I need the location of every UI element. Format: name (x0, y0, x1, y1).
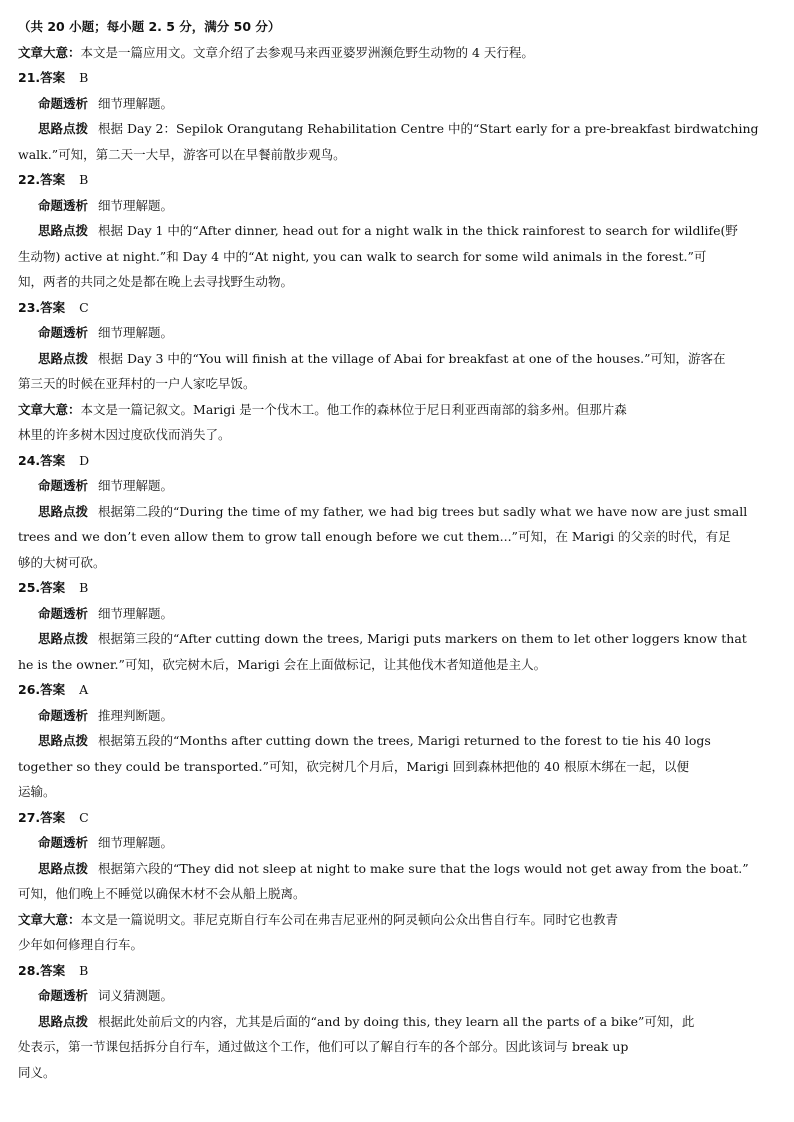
summary-text: 本文是一篇说明文。菲尼克斯自行车公司在弗吉尼亚州的阿灵顿向公众出售自行车。同时它也教青 (80, 911, 619, 927)
summary-label: 文章大意： (18, 44, 81, 60)
passage-summary-line (18, 422, 754, 448)
answer-row (18, 958, 754, 984)
question-number: 24. (18, 452, 41, 468)
hint-text: 根据第二段的“During the time of my father, we had big trees but sadly what we have now are just small (98, 503, 748, 519)
hint-line (18, 142, 754, 168)
hint-text: 可知，他们晚上不睡觉以确保木材不会从船上脱离。 (18, 886, 306, 901)
hint-text: 根据第三段的“After cutting down the trees, Marigi puts markers on them to let other loggers know that (98, 631, 747, 646)
question-number: 23. (18, 299, 41, 315)
hint-text: 够的大树可砍。 (18, 554, 106, 570)
hint-label: 思路点拨 (38, 1013, 89, 1029)
hint-text: 根据 Day 3 中的“You will finish at the village of Abai for breakfast at one of the houses.”可知，游客在 (98, 350, 726, 366)
analysis-label: 命题透析 (38, 325, 89, 340)
hint-line (18, 652, 754, 678)
hint-line (18, 1009, 754, 1035)
hint-line (18, 244, 754, 270)
hint-text: 知，两者的共同之处是都在晚上去寻找野生动物。 (18, 274, 294, 289)
analysis-text: 细节理解题。 (98, 605, 174, 621)
hint-line (18, 499, 754, 525)
hint-text: 第三天的时候在亚拜村的一户人家吃早饭。 (18, 376, 256, 391)
hint-text: 根据第五段的“Months after cutting down the trees, Marigi returned to the forest to tie his 40 logs (98, 733, 711, 748)
analysis-row (18, 601, 754, 627)
summary-text: 本文是一篇应用文。文章介绍了去参观马来西亚婆罗洲濒危野生动物的 4 天行程。 (80, 44, 534, 60)
hint-label: 思路点拨 (38, 223, 89, 238)
answer-row (18, 575, 754, 601)
hint-line (18, 728, 754, 754)
hint-line (18, 371, 754, 397)
hint-text: together so they could be transported.”可知，砍完树几个月后，Marigi 回到森林把他的 40 根原木绑在一起，以便 (18, 758, 689, 774)
passage-summary-line (18, 40, 754, 66)
analysis-label: 命题透析 (38, 707, 89, 723)
analysis-text: 细节理解题。 (98, 478, 174, 493)
answer-label: 答案 (40, 70, 66, 85)
hint-text: 同义。 (18, 1064, 56, 1080)
passage-summary-line (18, 907, 754, 933)
analysis-label: 命题透析 (38, 835, 89, 850)
question-number: 26. (18, 682, 41, 697)
analysis-text: 细节理解题。 (98, 325, 174, 340)
hint-line (18, 524, 754, 550)
answer-value: D (79, 452, 90, 468)
analysis-text: 细节理解题。 (98, 95, 174, 111)
analysis-text: 推理判断题。 (98, 707, 174, 723)
answer-value: C (79, 299, 89, 315)
answer-value: B (79, 70, 89, 85)
hint-line (18, 116, 759, 142)
hint-line (18, 856, 754, 882)
analysis-label: 命题透析 (38, 197, 89, 213)
hint-text: 根据 Day 2：Sepilok Orangutang Rehabilitation Centre 中的“Start early for a pre-breakfast birdwatching (98, 121, 759, 136)
hint-label: 思路点拨 (38, 860, 89, 876)
answer-label: 答案 (40, 682, 66, 697)
hint-line (18, 269, 754, 295)
hint-text: walk.”可知，第二天一大早，游客可以在早餐前散步观鸟。 (18, 146, 346, 162)
hint-text: 处表示，第一节课包括拆分自行车，通过做这个工作，他们可以了解自行车的各个部分。因此该词与 break up (18, 1039, 629, 1054)
question-number: 27. (18, 809, 41, 825)
summary-text: 少年如何修理自行车。 (18, 937, 144, 952)
hint-text: 根据此处前后文的内容，尤其是后面的“and by doing this, they learn all the parts of a bike”可知，此 (98, 1013, 695, 1029)
summary-text: 林里的许多树木因过度砍伐而消失了。 (18, 427, 231, 442)
summary-label: 文章大意： (18, 911, 81, 927)
hint-label: 思路点拨 (38, 350, 89, 366)
analysis-row (18, 193, 754, 219)
hint-line (18, 754, 754, 780)
hint-line (18, 1034, 754, 1060)
hint-text: he is the owner.”可知，砍完树木后，Marigi 会在上面做标记，让其他伐木者知道他是主人。 (18, 656, 547, 672)
analysis-row (18, 703, 754, 729)
analysis-row (18, 473, 754, 499)
question-number: 28. (18, 962, 41, 978)
question-number: 22. (18, 172, 41, 187)
hint-text: 根据第六段的“They did not sleep at night to make sure that the logs would not get away from the boat.” (98, 860, 749, 876)
hint-text: 根据 Day 1 中的“After dinner, head out for a night walk in the thick rainforest to search for wildlife(野 (98, 223, 738, 238)
answer-label: 答案 (40, 172, 66, 187)
answer-value: B (79, 962, 89, 978)
hint-label: 思路点拨 (38, 733, 89, 748)
hint-text: trees and we don’t even allow them to grow tall enough before we cut them...”可知，在 Marigi 的父亲的时代，有足 (18, 529, 731, 544)
analysis-label: 命题透析 (38, 605, 89, 621)
answer-label: 答案 (40, 299, 66, 315)
analysis-text: 词义猜测题。 (98, 988, 174, 1003)
answer-label: 答案 (40, 452, 66, 468)
answer-content (18, 40, 759, 1086)
summary-text: 本文是一篇记叙文。Marigi 是一个伐木工。他工作的森林位于尼日利亚西南部的翁多州。但那片森 (80, 401, 627, 417)
answer-row (18, 295, 754, 321)
section-header: （共 20 小题；每小题 2. 5 分，满分 50 分） (18, 19, 281, 34)
hint-text: 生动物) active at night.”和 Day 4 中的“At night, you can walk to search for some wild animals in the forest.”可 (18, 248, 707, 264)
answer-value: B (79, 172, 89, 187)
answer-label: 答案 (40, 580, 66, 595)
analysis-row (18, 91, 754, 117)
answer-row (18, 65, 754, 91)
analysis-text: 细节理解题。 (98, 835, 174, 850)
answer-value: A (79, 682, 89, 697)
answer-row (18, 167, 754, 193)
analysis-label: 命题透析 (38, 988, 89, 1003)
answer-label: 答案 (40, 962, 66, 978)
answer-label: 答案 (40, 809, 66, 825)
hint-label: 思路点拨 (38, 631, 89, 646)
analysis-row (18, 830, 754, 856)
hint-line (18, 550, 754, 576)
question-number: 25. (18, 580, 41, 595)
passage-summary-line (18, 397, 754, 423)
answer-value: C (79, 809, 89, 825)
hint-line (18, 779, 754, 805)
hint-line (18, 346, 754, 372)
hint-line (18, 218, 754, 244)
analysis-row (18, 983, 754, 1009)
analysis-label: 命题透析 (38, 95, 89, 111)
answer-row (18, 448, 754, 474)
hint-line (18, 1060, 754, 1086)
question-number: 21. (18, 70, 41, 85)
hint-text: 运输。 (18, 784, 56, 799)
answer-row (18, 805, 754, 831)
answer-value: B (79, 580, 89, 595)
summary-label: 文章大意： (18, 401, 81, 417)
hint-line (18, 626, 754, 652)
analysis-row (18, 320, 754, 346)
analysis-label: 命题透析 (38, 478, 89, 493)
hint-label: 思路点拨 (38, 121, 89, 136)
hint-label: 思路点拨 (38, 503, 89, 519)
analysis-text: 细节理解题。 (98, 197, 174, 213)
hint-line (18, 881, 754, 907)
passage-summary-line (18, 932, 754, 958)
answer-row (18, 677, 754, 703)
